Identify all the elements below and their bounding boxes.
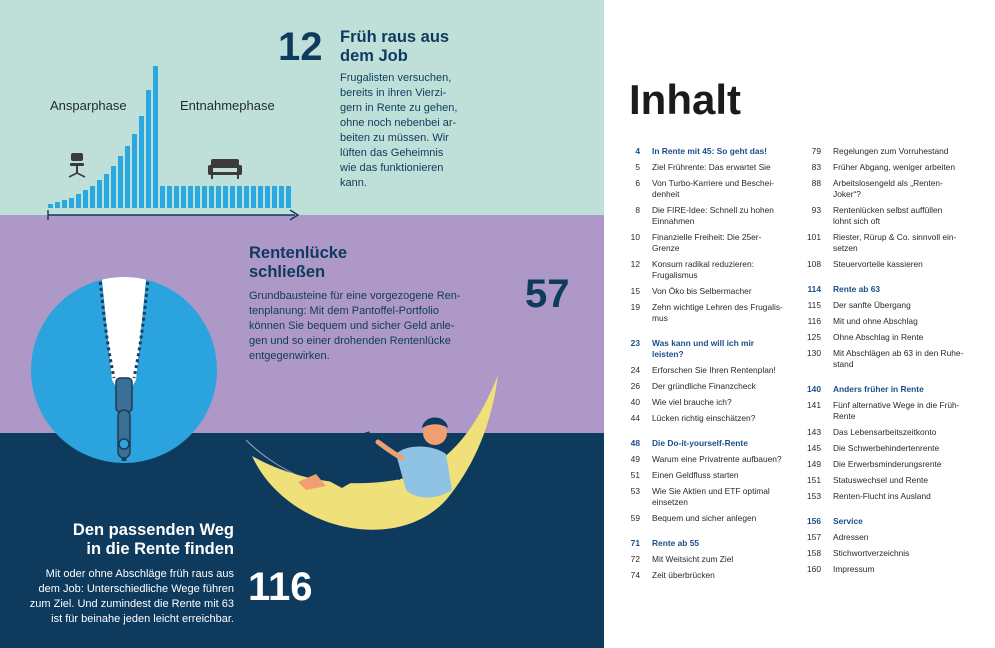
- toc-entry-title: Von Turbo-Karriere und Beschei- denheit: [652, 178, 774, 199]
- toc-entry: [618, 381, 798, 392]
- toc-entry: [618, 286, 798, 297]
- toc-page-number: 10: [630, 232, 640, 242]
- withdrawal-bar: [174, 186, 179, 208]
- toc-page: [604, 0, 995, 648]
- toc-page-number: 156: [807, 516, 821, 526]
- toc-page-number: 53: [630, 486, 640, 496]
- toc-entry: [799, 475, 979, 486]
- withdrawal-bar: [216, 186, 221, 208]
- toc-entry: [799, 443, 979, 454]
- saving-bar: [111, 166, 116, 208]
- toc-page-number: 8: [635, 205, 640, 215]
- saving-bar: [153, 66, 158, 208]
- toc-entry: [618, 205, 798, 227]
- toc-entry-title: Mit Abschlägen ab 63 in den Ruhe- stand: [833, 348, 964, 369]
- toc-entry: [799, 459, 979, 470]
- phase-right-label: Entnahmephase: [180, 98, 275, 113]
- saving-bar: [97, 180, 102, 208]
- toc-entry-title: Riester, Rürup & Co. sinnvoll ein- setzen: [833, 232, 957, 253]
- toc-entry: [618, 259, 798, 281]
- toc-page-number: 4: [635, 146, 640, 156]
- toc-entry-title: Zehn wichtige Lehren des Frugalis- mus: [652, 302, 783, 323]
- toc-page-number: 5: [635, 162, 640, 172]
- toc-entry: [618, 486, 798, 508]
- withdrawal-bar: [230, 186, 235, 208]
- saving-bar: [139, 116, 144, 208]
- withdrawal-bar: [265, 186, 270, 208]
- toc-entry-title: Statuswechsel und Rente: [833, 475, 928, 485]
- toc-chapter-heading: [618, 538, 798, 549]
- toc-page-number: 157: [807, 532, 821, 542]
- toc-entry: [618, 302, 798, 324]
- toc-page-number: 125: [807, 332, 821, 342]
- withdrawal-bar: [223, 186, 228, 208]
- section2-text: Grundbausteine für eine vorgezogene Ren- tenplanung: Mit dem Pantoffel-Portfolio können Sie bequem und sicher Geld anle- gen und so einer drohenden Rentenlücke entgegenwirken.: [249, 290, 461, 362]
- saving-bar: [76, 194, 81, 208]
- toc-entry: [618, 397, 798, 408]
- toc-entry: [618, 413, 798, 424]
- toc-page-number: 51: [630, 470, 640, 480]
- toc-entry-title: Was kann und will ich mir leisten?: [652, 338, 755, 359]
- toc-page-number: 145: [807, 443, 821, 453]
- withdrawal-bar: [286, 186, 291, 208]
- toc-page-number: 143: [807, 427, 821, 437]
- toc-entry: [618, 365, 798, 376]
- toc-entry-title: Von Öko bis Selbermacher: [652, 286, 752, 296]
- toc-entry: [799, 205, 979, 227]
- toc-page-number: 49: [630, 454, 640, 464]
- toc-entry: [799, 548, 979, 559]
- toc-title: Inhalt: [629, 76, 741, 123]
- toc-entry: [618, 554, 798, 565]
- toc-page-number: 108: [807, 259, 821, 269]
- toc-page-number: 140: [807, 384, 821, 394]
- toc-entry: [799, 348, 979, 370]
- toc-page-number: 15: [630, 286, 640, 296]
- toc-entry-title: Die Schwerbehindertenrente: [833, 443, 940, 453]
- toc-page-number: 19: [630, 302, 640, 312]
- toc-page-number: 130: [807, 348, 821, 358]
- toc-entry-title: Finanzielle Freiheit: Die 25er- Grenze: [652, 232, 762, 253]
- phase-left-label: Ansparphase: [50, 98, 127, 113]
- saving-bar: [118, 156, 123, 208]
- toc-entry-title: Steuervorteile kassieren: [833, 259, 923, 269]
- toc-page-number: 40: [630, 397, 640, 407]
- toc-page-number: 141: [807, 400, 821, 410]
- toc-entry-title: Mit und ohne Abschlag: [833, 316, 918, 326]
- toc-entry-title: Rente ab 63: [833, 284, 881, 294]
- withdrawal-bar: [258, 186, 263, 208]
- toc-entry-title: Service: [833, 516, 863, 526]
- toc-page-number: 24: [630, 365, 640, 375]
- toc-entry-title: Arbeitslosengeld als „Renten- Joker“?: [833, 178, 943, 199]
- phase-chart: [40, 58, 310, 228]
- saving-bar: [83, 190, 88, 208]
- toc-chapter-heading: [618, 146, 798, 157]
- toc-chapter-heading: [799, 284, 979, 295]
- hammock-illustration: [246, 370, 502, 570]
- toc-page-number: 153: [807, 491, 821, 501]
- toc-entry-title: Rente ab 55: [652, 538, 700, 548]
- toc-entry-title: Warum eine Privatrente aufbauen?: [652, 454, 782, 464]
- toc-entry-title: Wie Sie Aktien und ETF optimal einsetzen: [652, 486, 770, 507]
- toc-chapter-heading: [799, 516, 979, 527]
- sofa-icon: [208, 159, 242, 179]
- toc-page-number: 48: [630, 438, 640, 448]
- toc-entry-title: Ziel Frührente: Das erwartet Sie: [652, 162, 771, 172]
- toc-chapter-heading: [618, 338, 798, 360]
- withdrawal-bar: [244, 186, 249, 208]
- toc-entry: [799, 300, 979, 311]
- toc-entry-title: Konsum radikal reduzieren: Frugalismus: [652, 259, 754, 280]
- toc-page-number: 158: [807, 548, 821, 558]
- toc-page-number: 116: [807, 316, 821, 326]
- toc-entry: [799, 146, 979, 157]
- withdrawal-bar: [167, 186, 172, 208]
- toc-entry-title: Früher Abgang, weniger arbeiten: [833, 162, 955, 172]
- toc-page-number: 71: [630, 538, 640, 548]
- toc-page-number: 160: [807, 564, 821, 574]
- section3-page-number: 116: [248, 565, 313, 609]
- toc-entry-title: Der gründliche Finanzcheck: [652, 381, 756, 391]
- toc-entry-title: Regelungen zum Vorruhestand: [833, 146, 949, 156]
- toc-entry: [799, 491, 979, 502]
- toc-entry: [618, 454, 798, 465]
- saving-bar: [146, 90, 151, 208]
- toc-page-number: 26: [630, 381, 640, 391]
- toc-page-number: 88: [811, 178, 821, 188]
- toc-chapter-heading: [618, 438, 798, 449]
- section1-text: Frugalisten versuchen, bereits in ihren Vierzi- gern in Rente zu gehen, ohne noch nebenbei ar- beiten zu müssen. Wir lüften das Geheimnis wie das funktionieren kann.: [340, 72, 458, 189]
- toc-entry: [618, 178, 798, 200]
- toc-entry-title: Ohne Abschlag in Rente: [833, 332, 924, 342]
- toc-chapter-heading: [799, 384, 979, 395]
- toc-entry-title: Erforschen Sie Ihren Rentenplan!: [652, 365, 776, 375]
- toc-page-number: 114: [807, 284, 821, 294]
- toc-entry-title: Bequem und sicher anlegen: [652, 513, 757, 523]
- toc-entry: [799, 232, 979, 254]
- saving-bar: [48, 204, 53, 208]
- saving-bar: [69, 198, 74, 208]
- saving-bar: [132, 134, 137, 208]
- toc-entry-title: Der sanfte Übergang: [833, 300, 911, 310]
- saving-bar: [125, 146, 130, 208]
- section3-title: Den passenden Weg in die Rente finden: [72, 521, 234, 558]
- section2-page-number: 57: [525, 272, 570, 316]
- section1-page-number: 12: [278, 25, 323, 69]
- withdrawal-bar: [251, 186, 256, 208]
- toc-entry: [799, 564, 979, 575]
- toc-entry-title: Renten-Flucht ins Ausland: [833, 491, 931, 501]
- toc-page-number: 72: [630, 554, 640, 564]
- saving-bar: [104, 174, 109, 208]
- toc-entry-title: Rentenlücken selbst auffüllen lohnt sich oft: [833, 205, 943, 226]
- toc-column-2: [799, 146, 979, 575]
- toc-entry-title: Lücken richtig einschätzen?: [652, 413, 756, 423]
- toc-entry: [799, 427, 979, 438]
- withdrawal-bar: [279, 186, 284, 208]
- saving-bar: [55, 202, 60, 208]
- toc-page-number: 101: [807, 232, 821, 242]
- toc-entry-title: Zeit überbrücken: [652, 570, 715, 580]
- withdrawal-bar: [237, 186, 242, 208]
- toc-entry: [618, 232, 798, 254]
- withdrawal-bar: [181, 186, 186, 208]
- zipper-circle-illustration: [30, 260, 218, 464]
- toc-entry-title: Adressen: [833, 532, 869, 542]
- withdrawal-bar: [209, 186, 214, 208]
- toc-page-number: 74: [630, 570, 640, 580]
- toc-page-number: 93: [811, 205, 821, 215]
- toc-entry-title: Anders früher in Rente: [833, 384, 924, 394]
- toc-entry-title: Die Erwerbsminderungsrente: [833, 459, 942, 469]
- section1-title: Früh raus aus dem Job: [340, 28, 450, 65]
- phase-bars: [48, 66, 291, 208]
- withdrawal-bar: [188, 186, 193, 208]
- toc-entry-title: In Rente mit 45: So geht das!: [652, 146, 767, 156]
- toc-entry-title: Mit Weitsicht zum Ziel: [652, 554, 734, 564]
- toc-page-number: 115: [807, 300, 821, 310]
- section2-title: Rentenlücke schließen: [249, 244, 348, 281]
- toc-entry: [618, 470, 798, 481]
- withdrawal-bar: [195, 186, 200, 208]
- toc-page-number: 149: [807, 459, 821, 469]
- toc-entry: [799, 259, 979, 270]
- toc-entry-title: Einen Geldfluss starten: [652, 470, 739, 480]
- toc-entry: [799, 332, 979, 343]
- saving-bar: [62, 200, 67, 208]
- toc-page-number: 44: [630, 413, 640, 423]
- toc-entry: [618, 162, 798, 173]
- toc-page-number: 6: [635, 178, 640, 188]
- toc-entry-title: Die FIRE-Idee: Schnell zu hohen Einnahmen: [652, 205, 774, 226]
- toc-entry: [799, 162, 979, 173]
- withdrawal-bar: [202, 186, 207, 208]
- toc-entry-title: Fünf alternative Wege in die Früh- Rente: [833, 400, 960, 421]
- toc-page-number: 12: [630, 259, 640, 269]
- toc-entry-title: Die Do-it-yourself-Rente: [652, 438, 748, 448]
- toc-entry: [799, 178, 979, 200]
- toc-page-number: 151: [807, 475, 821, 485]
- toc-entry-title: Wie viel brauche ich?: [652, 397, 732, 407]
- toc-entry: [799, 532, 979, 543]
- section3-text: Mit oder ohne Abschläge früh raus aus dem Job: Unterschiedliche Wege führen zum Ziel. Und zumindest die Rente mit 63 ist für beinahe jeden leicht erreichbar.: [29, 568, 234, 625]
- toc-entry-title: Impressum: [833, 564, 875, 574]
- toc-entry: [799, 400, 979, 422]
- toc-entry: [618, 570, 798, 581]
- toc-page-number: 23: [630, 338, 640, 348]
- saving-bar: [90, 186, 95, 208]
- toc-column-1: [618, 146, 798, 581]
- withdrawal-bar: [272, 186, 277, 208]
- toc-page-number: 79: [811, 146, 821, 156]
- withdrawal-bar: [160, 186, 165, 208]
- toc-entry-title: Das Lebensarbeitszeitkonto: [833, 427, 937, 437]
- toc-entry: [799, 316, 979, 327]
- toc-page-number: 83: [811, 162, 821, 172]
- toc-page-number: 59: [630, 513, 640, 523]
- office-chair-icon: [69, 153, 85, 177]
- toc-entry-title: Stichwortverzeichnis: [833, 548, 910, 558]
- toc-entry: [618, 513, 798, 524]
